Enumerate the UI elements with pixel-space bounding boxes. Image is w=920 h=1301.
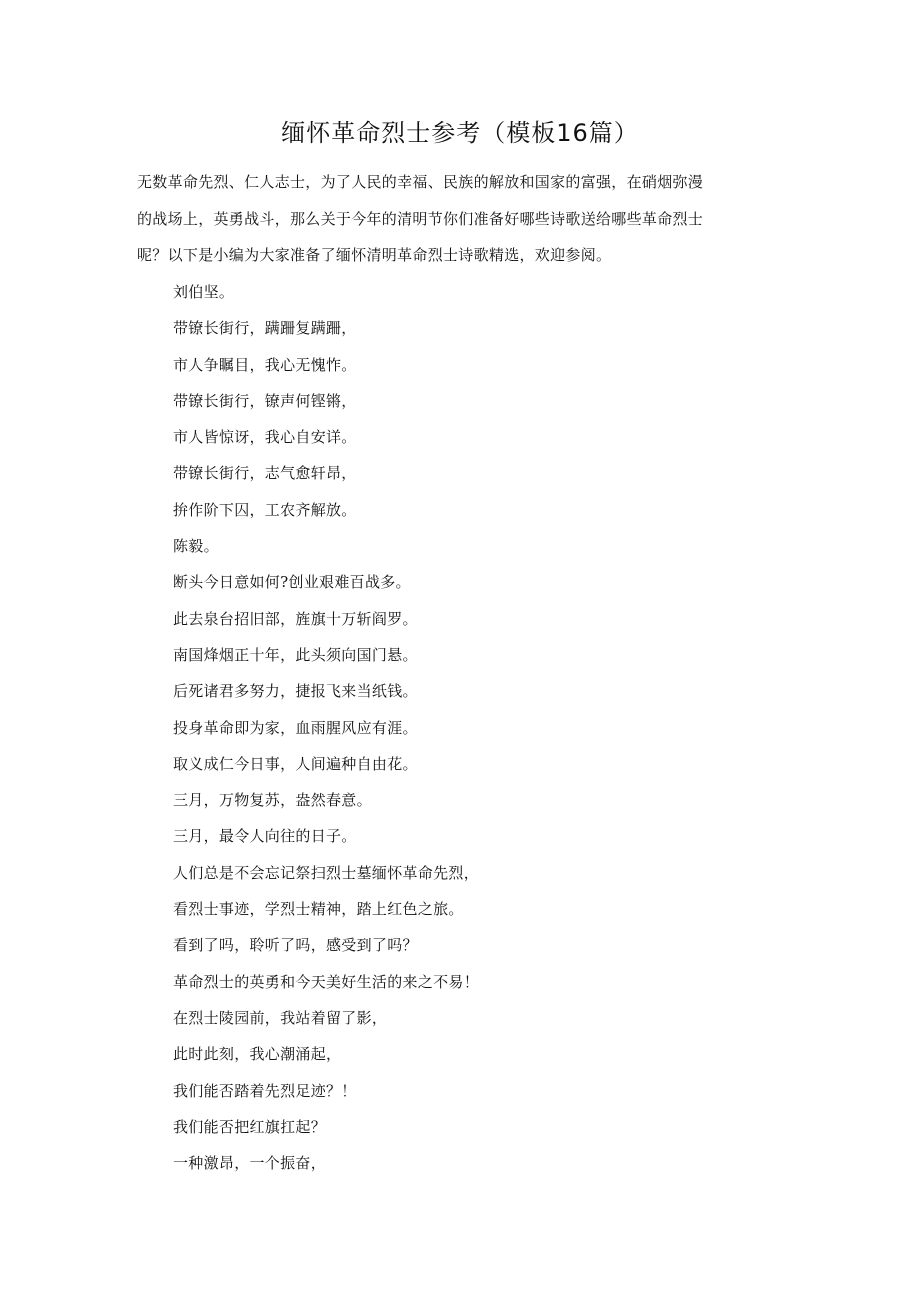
intro-paragraph [137,164,785,274]
poem-line: 一种激昂，一个振奋， [173,1154,327,1173]
poem-line: 拚作阶下囚，工农齐解放。 [173,500,357,519]
poem-line: 我们能否踏着先烈足迹？！ [173,1081,357,1100]
poem-line: 取义成仁今日事，人间遍种自由花。 [173,754,418,773]
poem-line: 刘伯坚。 [173,283,235,301]
document-title: 缅怀革命烈士参考（模板16篇） [281,119,639,147]
poem-line: 后死诸君多努力，捷报飞来当纸钱。 [173,682,418,701]
poem-line: 在烈士陵园前，我站着留了影， [173,1008,388,1027]
intro-line: 的战场上，英勇战斗，那么关于今年的清明节你们准备好哪些诗歌送给哪些革命烈士 [137,209,704,228]
poem-line: 投身革命即为家，血雨腥风应有涯。 [173,718,418,737]
intro-line: 呢？以下是小编为大家准备了缅怀清明革命烈士诗歌精选，欢迎参阅。 [137,246,612,264]
poem-line: 我们能否把红旗扛起？ [173,1117,327,1136]
poem-line: 三月，万物复苏，盎然春意。 [173,791,372,810]
intro-line: 无数革命先烈、仁人志士，为了人民的幸福、民族的解放和国家的富强，在硝烟弥漫 [137,173,704,191]
poem-line: 南国烽烟正十年，此头须向国门悬。 [173,645,418,664]
poem-lines [173,274,773,1181]
poem-line: 此去泉台招旧部，旌旗十万斩阎罗。 [173,609,418,628]
poem-line: 此时此刻，我心潮涌起， [173,1045,342,1064]
poem-line: 看烈士事迹，学烈士精神，踏上红色之旅。 [173,900,464,919]
poem-line: 带镣长街行，蹒跚复蹒跚， [173,319,357,338]
poem-line: 带镣长街行，镣声何铿锵， [173,391,357,410]
poem-line: 带镣长街行，志气愈轩昂， [173,464,357,483]
poem-line: 市人争瞩目，我心无愧怍。 [173,355,357,374]
poem-line: 三月，最令人向往的日子。 [173,827,357,846]
poem-line: 革命烈士的英勇和今天美好生活的来之不易！ [173,972,480,991]
poem-line: 断头今日意如何?创业艰难百战多。 [173,573,411,592]
poem-line: 陈毅。 [173,537,219,556]
poem-line: 市人皆惊讶，我心自安详。 [173,428,357,447]
poem-line: 人们总是不会忘记祭扫烈士墓缅怀革命先烈， [173,863,480,882]
poem-line: 看到了吗，聆听了吗，感受到了吗？ [173,936,418,955]
